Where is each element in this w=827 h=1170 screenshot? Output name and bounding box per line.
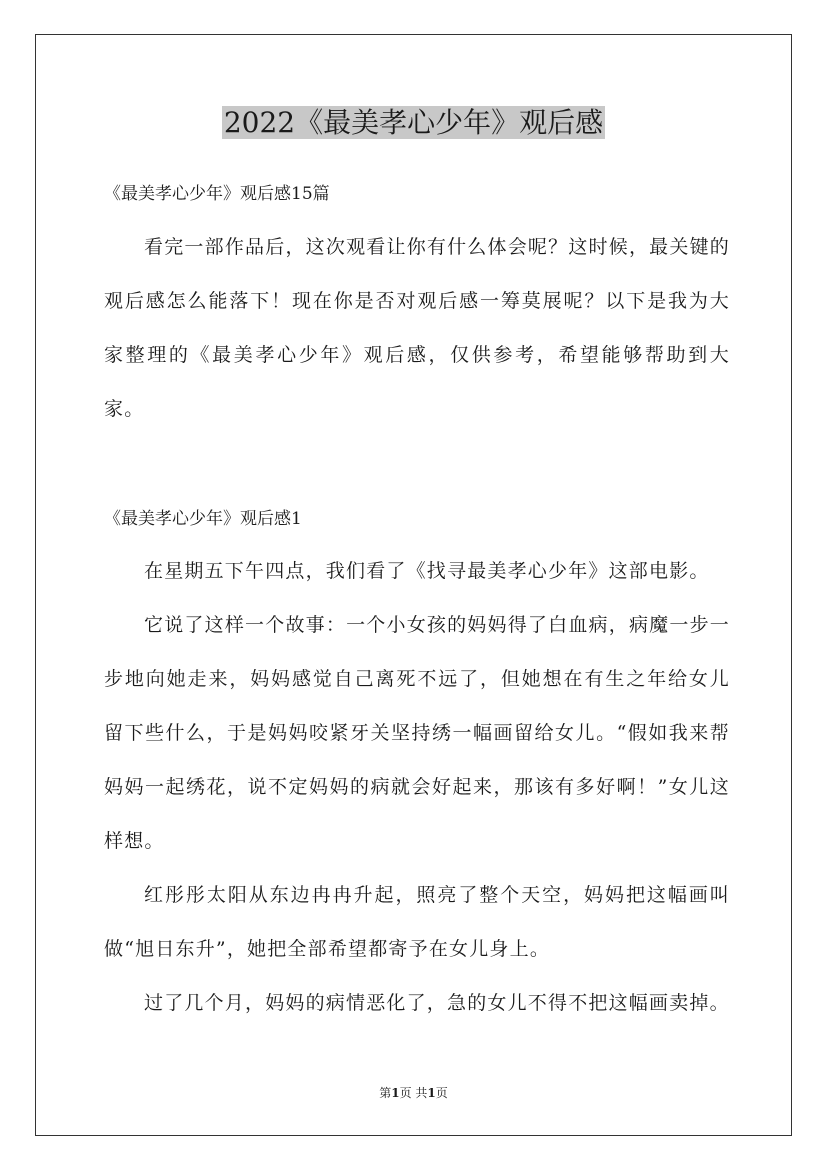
page-footer [0, 1085, 827, 1101]
document-subtitle: 《最美孝心少年》观后感15篇 [104, 184, 330, 204]
footer-page-current: 1 [391, 1086, 400, 1100]
footer-prefix: 第 [379, 1086, 392, 1100]
document-title-text: 2022《最美孝心少年》观后感 [223, 106, 604, 139]
body-paragraph-2: 它说了这样一个故事：一个小女孩的妈妈得了白血病，病魔一步一步地向她走来，妈妈感觉自己离死不远了，但她想在有生之年给女儿留下些什么，于是妈妈咬紧牙关坚持绣一幅画留给女儿。“假如我来帮妈妈一起绣花，说不定妈妈的病就会好起来，那该有多好啊！”女儿这样想。 [104, 614, 730, 852]
body-paragraph-4: 过了几个月，妈妈的病情恶化了，急的女儿不得不把这幅画卖掉。 [144, 992, 730, 1014]
document-title [0, 103, 827, 143]
body-paragraph-3: 红彤彤太阳从东边冉冉升起，照亮了整个天空，妈妈把这幅画叫做“旭日东升”，她把全部希望都寄予在女儿身上。 [104, 884, 730, 960]
footer-mid: 页 共 [399, 1086, 428, 1100]
section-heading: 《最美孝心少年》观后感1 [104, 509, 302, 529]
footer-suffix: 页 [435, 1086, 448, 1100]
body-paragraph-1: 在星期五下午四点，我们看了《找寻最美孝心少年》这部电影。 [144, 560, 710, 582]
footer-page-total: 1 [427, 1086, 436, 1100]
intro-paragraph: 看完一部作品后，这次观看让你有什么体会呢？这时候，最关键的观后感怎么能落下！现在你是否对观后感一筹莫展呢？以下是我为大家整理的《最美孝心少年》观后感，仅供参考，希望能够帮助到大家。 [104, 236, 730, 420]
